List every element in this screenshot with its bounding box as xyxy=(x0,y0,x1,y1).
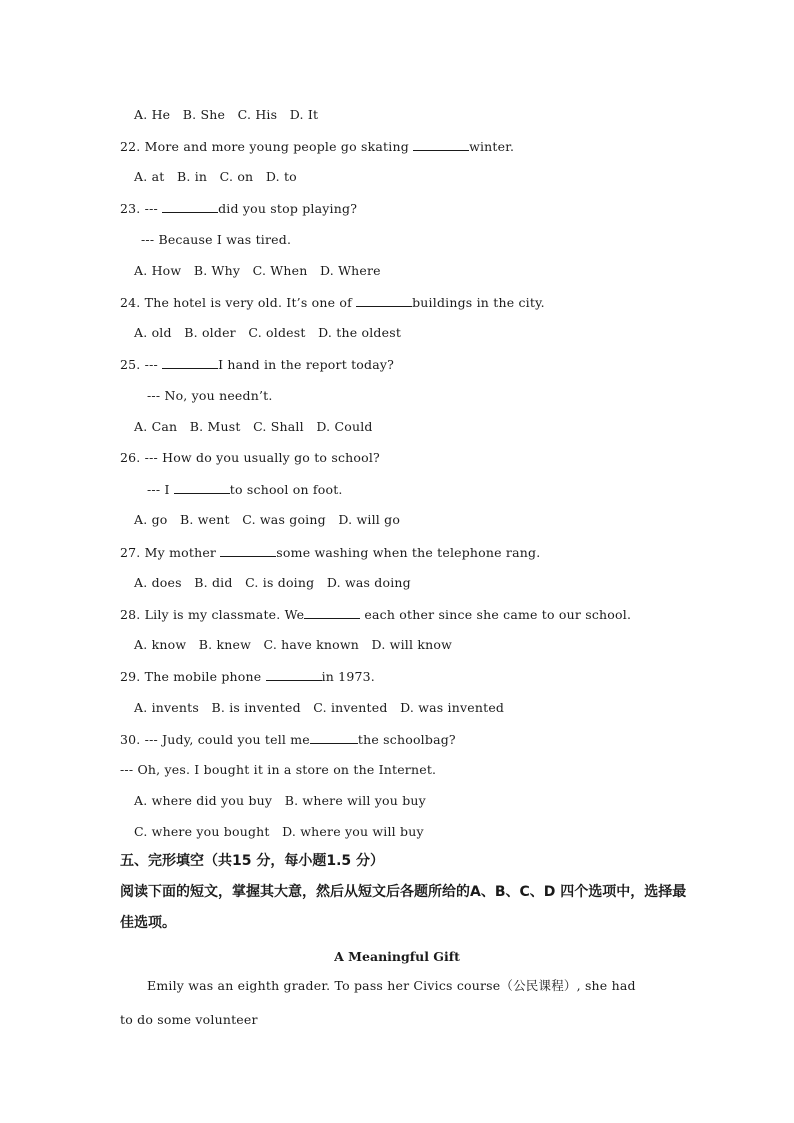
q23-question xyxy=(120,200,357,217)
q26-reply-after: to school on foot. xyxy=(229,482,343,497)
q28-question xyxy=(120,606,631,623)
q24-question xyxy=(120,294,545,311)
q22-blank xyxy=(413,138,469,151)
q27-text-after: some washing when the telephone rang. xyxy=(276,545,541,560)
q30-question xyxy=(120,731,456,748)
q23-options: A. How B. Why C. When D. Where xyxy=(134,263,381,278)
q27-blank xyxy=(220,544,276,557)
q24-blank xyxy=(356,294,412,307)
q28-blank xyxy=(304,606,360,619)
q30-text-before: 30. --- Judy, could you tell me xyxy=(120,732,310,747)
q25-reply: --- No, you needn’t. xyxy=(147,388,273,403)
q23-text-before: 23. --- xyxy=(120,201,163,216)
q30-options-row-1: A. where did you buy B. where will you buy xyxy=(134,793,426,808)
q26-reply xyxy=(147,481,343,498)
q21-options: A. He B. She C. His D. It xyxy=(134,107,319,122)
q28-text-after: each other since she came to our school. xyxy=(360,607,632,622)
section-5-instruction-line-2: 佳选项。 xyxy=(120,915,176,931)
q30-blank xyxy=(310,731,358,744)
section-5-heading: 五、完形填空（共15 分，每小题1.5 分） xyxy=(120,853,385,869)
q25-question xyxy=(120,356,394,373)
q26-options: A. go B. went C. was going D. will go xyxy=(134,512,401,527)
q22-question xyxy=(120,138,514,155)
q30-options-row-2: C. where you bought D. where you will buy xyxy=(134,824,424,839)
q29-options: A. invents B. is invented C. invented D. was invented xyxy=(134,700,505,715)
q26-question: 26. --- How do you usually go to school? xyxy=(120,450,380,465)
q25-text-before: 25. --- xyxy=(120,357,163,372)
q29-blank xyxy=(266,668,322,681)
q28-options: A. know B. knew C. have known D. will know xyxy=(134,637,452,652)
q26-reply-before: --- I xyxy=(147,482,174,497)
passage-line-2: to do some volunteer xyxy=(120,1012,258,1027)
q24-text-before: 24. The hotel is very old. It’s one of xyxy=(120,295,357,310)
q29-text-after: in 1973. xyxy=(321,669,375,684)
q22-text-after: winter. xyxy=(469,139,515,154)
q22-text-before: 22. More and more young people go skating xyxy=(120,139,414,154)
q29-question xyxy=(120,668,375,685)
section-5-instruction-line-1: 阅读下面的短文，掌握其大意，然后从短文后各题所给的A、B、C、D 四个选项中，选择最 xyxy=(120,884,687,900)
passage-line-1: Emily was an eighth grader. To pass her Civics course（公民课程）, she had xyxy=(147,978,636,993)
q25-text-after: I hand in the report today? xyxy=(218,357,395,372)
q28-text-before: 28. Lily is my classmate. We xyxy=(120,607,305,622)
q24-text-after: buildings in the city. xyxy=(412,295,545,310)
q27-text-before: 27. My mother xyxy=(120,545,221,560)
q23-reply: --- Because I was tired. xyxy=(141,232,292,247)
q23-blank xyxy=(162,200,218,213)
q30-reply: --- Oh, yes. I bought it in a store on the Internet. xyxy=(120,762,437,777)
q24-options: A. old B. older C. oldest D. the oldest xyxy=(134,325,402,340)
q30-text-after: the schoolbag? xyxy=(357,732,456,747)
passage-title: A Meaningful Gift xyxy=(334,949,460,964)
q23-text-after: did you stop playing? xyxy=(218,201,358,216)
q27-question xyxy=(120,544,540,561)
q25-blank xyxy=(162,356,218,369)
q27-options: A. does B. did C. is doing D. was doing xyxy=(134,575,411,590)
q26-blank xyxy=(174,481,230,494)
q25-options: A. Can B. Must C. Shall D. Could xyxy=(134,419,373,434)
q29-text-before: 29. The mobile phone xyxy=(120,669,266,684)
q22-options: A. at B. in C. on D. to xyxy=(134,169,297,184)
